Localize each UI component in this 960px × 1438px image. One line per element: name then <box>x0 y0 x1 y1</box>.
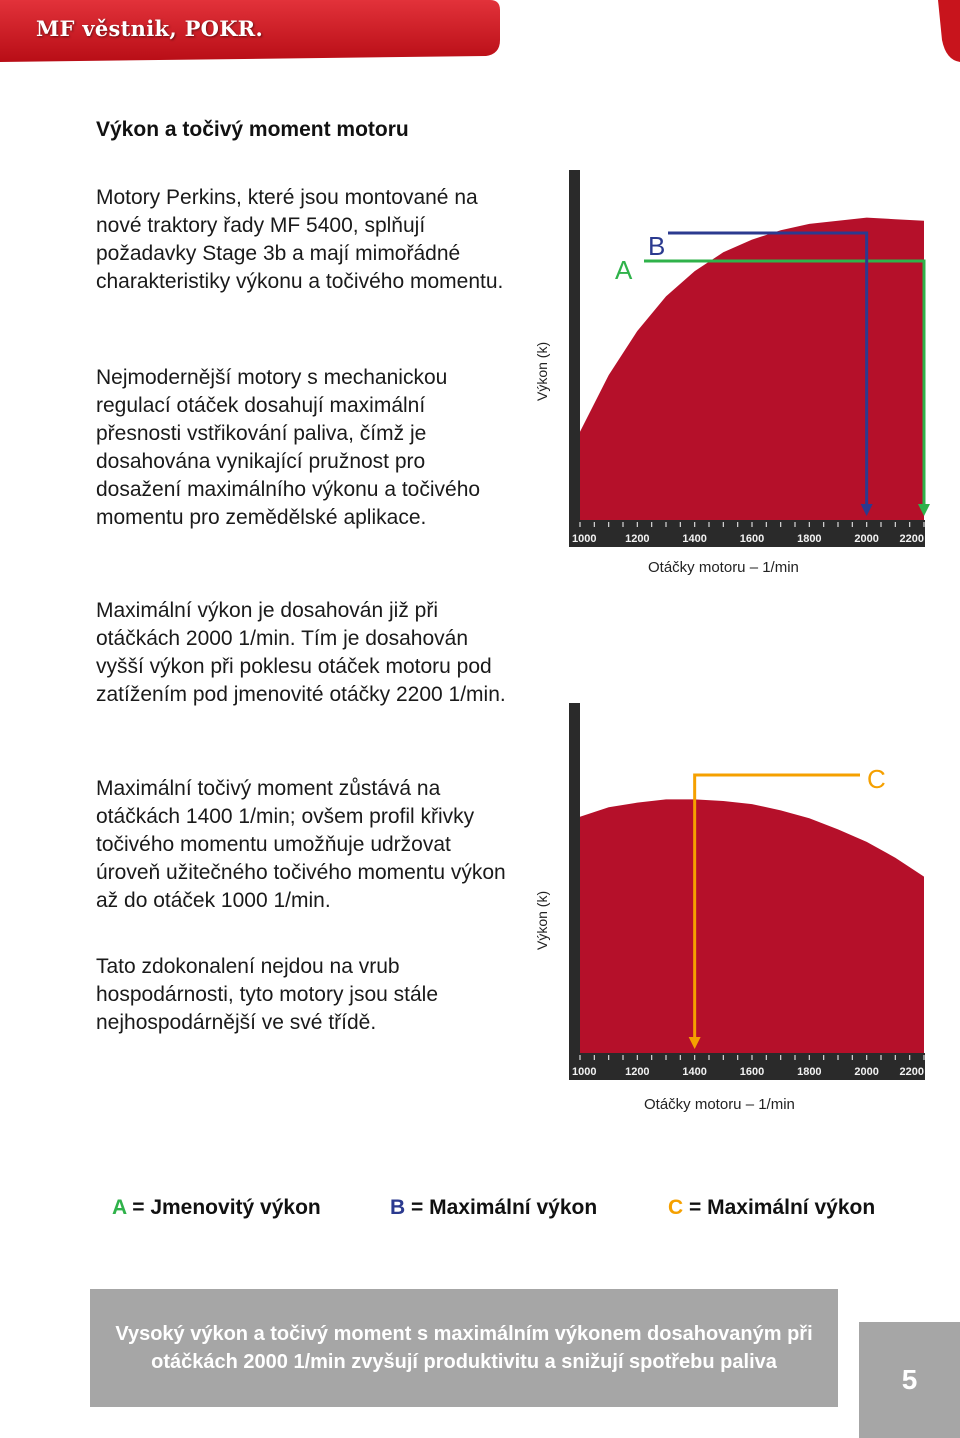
x-minor-tick <box>823 522 824 527</box>
x-minor-tick <box>680 1055 681 1060</box>
marker-label-a: A <box>615 255 633 285</box>
x-minor-tick <box>594 522 595 527</box>
x-minor-tick <box>751 1055 752 1060</box>
x-minor-tick <box>852 522 853 527</box>
x-minor-tick <box>780 1055 781 1060</box>
paragraph-intro: Motory Perkins, které jsou montované na nové traktory řady MF 5400, splňují požadavky Stage 3b a mají mimořádné charakteristiky výkonu a točivého momentu. <box>96 186 504 293</box>
x-minor-tick <box>809 522 810 527</box>
x-tick-label: 2000 <box>854 1066 879 1078</box>
x-minor-tick <box>880 1055 881 1060</box>
x-minor-tick <box>680 522 681 527</box>
x-minor-tick <box>923 522 924 527</box>
summary-text: Vysoký výkon a točivý moment s maximálním výkonem dosahovaným při otáčkách 2000 1/min zvyšují produktivitu a snižují spotřebu paliva <box>115 1323 813 1373</box>
legend-a <box>112 1196 321 1220</box>
torque-chart-ylabel: Výkon (k) <box>534 890 550 950</box>
x-minor-tick <box>708 522 709 527</box>
x-minor-tick <box>651 1055 652 1060</box>
y-axis-bar <box>569 703 580 1058</box>
x-minor-tick <box>895 522 896 527</box>
x-minor-tick <box>608 522 609 527</box>
x-minor-tick <box>766 1055 767 1060</box>
x-tick-label: 1600 <box>739 533 765 545</box>
x-minor-tick <box>737 1055 738 1060</box>
legend-a-text: = Jmenovitý výkon <box>126 1196 321 1219</box>
x-tick-label: 2200 <box>899 1066 924 1078</box>
x-tick-label: 1800 <box>797 1066 822 1078</box>
paragraph-max-torque: Maximální točivý moment zůstává na otáčkách 1400 1/min; ovšem profil křivky točivého momentu umožňuje udržovat úroveň užitečného točivého momentu výkon až do otáček 1000 1/min. <box>96 777 506 912</box>
x-minor-tick <box>637 1055 638 1060</box>
x-minor-tick <box>594 1055 595 1060</box>
x-minor-tick <box>637 522 638 527</box>
legend-a-letter: A <box>112 1196 127 1219</box>
legend-b <box>390 1196 597 1220</box>
x-tick-label: 1400 <box>682 533 707 545</box>
x-minor-tick <box>866 522 867 527</box>
article-heading: Výkon a točivý moment motoru <box>96 118 409 141</box>
x-minor-tick <box>665 522 666 527</box>
power-chart-ylabel: Výkon (k) <box>534 341 550 401</box>
header-banner <box>0 0 500 62</box>
x-minor-tick <box>823 1055 824 1060</box>
x-minor-tick <box>809 1055 810 1060</box>
x-tick-label: 1000 <box>572 1066 597 1078</box>
paragraph-regulation: Nejmodernější motory s mechanickou regulací otáček dosahují maximální přesnosti vstřikování paliva, čímž je dosahována vynikající pružnost pro dosažení maximálního výkonu a točivého momentu pro zemědělské aplikace. <box>96 366 481 529</box>
x-minor-tick <box>866 1055 867 1060</box>
x-minor-tick <box>651 522 652 527</box>
page-number: 5 <box>901 1364 918 1395</box>
x-minor-tick <box>895 1055 896 1060</box>
torque-chart-xlabel: Otáčky motoru – 1/min <box>644 1096 795 1113</box>
x-tick-label: 2000 <box>854 533 879 545</box>
x-tick-label: 1200 <box>625 1066 650 1078</box>
x-minor-tick <box>880 522 881 527</box>
x-minor-tick <box>665 1055 666 1060</box>
paragraph-max-power: Maximální výkon je dosahován již při otáčkách 2000 1/min. Tím je dosahován vyšší výkon při poklesu otáček motoru pod zatížením pod jmenovité otáčky 2200 1/min. <box>96 599 506 706</box>
x-minor-tick <box>723 1055 724 1060</box>
x-minor-tick <box>579 522 580 527</box>
x-minor-tick <box>923 1055 924 1060</box>
x-minor-tick <box>694 1055 695 1060</box>
x-tick-label: 1000 <box>572 533 597 545</box>
x-minor-tick <box>723 522 724 527</box>
x-tick-label: 1200 <box>625 533 650 545</box>
x-tick-label: 1800 <box>797 533 822 545</box>
header-corner-accent <box>938 0 960 62</box>
x-minor-tick <box>794 522 795 527</box>
power-chart-svg <box>520 165 940 585</box>
x-minor-tick <box>579 1055 580 1060</box>
publication-title: MF věstnik, POKR. <box>36 16 264 41</box>
x-minor-tick <box>909 522 910 527</box>
x-minor-tick <box>694 522 695 527</box>
torque-chart-svg <box>520 698 940 1118</box>
legend-c-text: = Maximální výkon <box>683 1196 876 1219</box>
x-minor-tick <box>766 522 767 527</box>
x-tick-label: 1400 <box>682 1066 707 1078</box>
legend-c-letter: C <box>668 1196 684 1219</box>
x-minor-tick <box>608 1055 609 1060</box>
x-minor-tick <box>837 1055 838 1060</box>
x-minor-tick <box>852 1055 853 1060</box>
summary-box <box>90 1289 838 1407</box>
x-minor-tick <box>909 1055 910 1060</box>
x-minor-tick <box>780 522 781 527</box>
torque-chart <box>520 698 940 1118</box>
marker-label-b: B <box>648 231 666 261</box>
x-minor-tick <box>622 522 623 527</box>
legend-b-text: = Maximální výkon <box>405 1196 598 1219</box>
x-minor-tick <box>622 1055 623 1060</box>
x-minor-tick <box>794 1055 795 1060</box>
x-tick-label: 1600 <box>739 1066 765 1078</box>
legend-c <box>668 1196 875 1220</box>
y-axis-bar <box>569 170 580 525</box>
page-number-box <box>859 1322 960 1438</box>
legend-b-letter: B <box>390 1196 406 1219</box>
power-chart <box>520 165 940 585</box>
torque-curve-area <box>580 799 924 1053</box>
x-minor-tick <box>837 522 838 527</box>
x-minor-tick <box>751 522 752 527</box>
x-minor-tick <box>737 522 738 527</box>
power-chart-xlabel: Otáčky motoru – 1/min <box>648 559 799 576</box>
x-minor-tick <box>708 1055 709 1060</box>
marker-label-c: C <box>867 764 886 794</box>
paragraph-economy: Tato zdokonalení nejdou na vrub hospodárnosti, tyto motory jsou stále nejhospodárnější ve své třídě. <box>96 955 439 1034</box>
x-tick-label: 2200 <box>899 533 924 545</box>
